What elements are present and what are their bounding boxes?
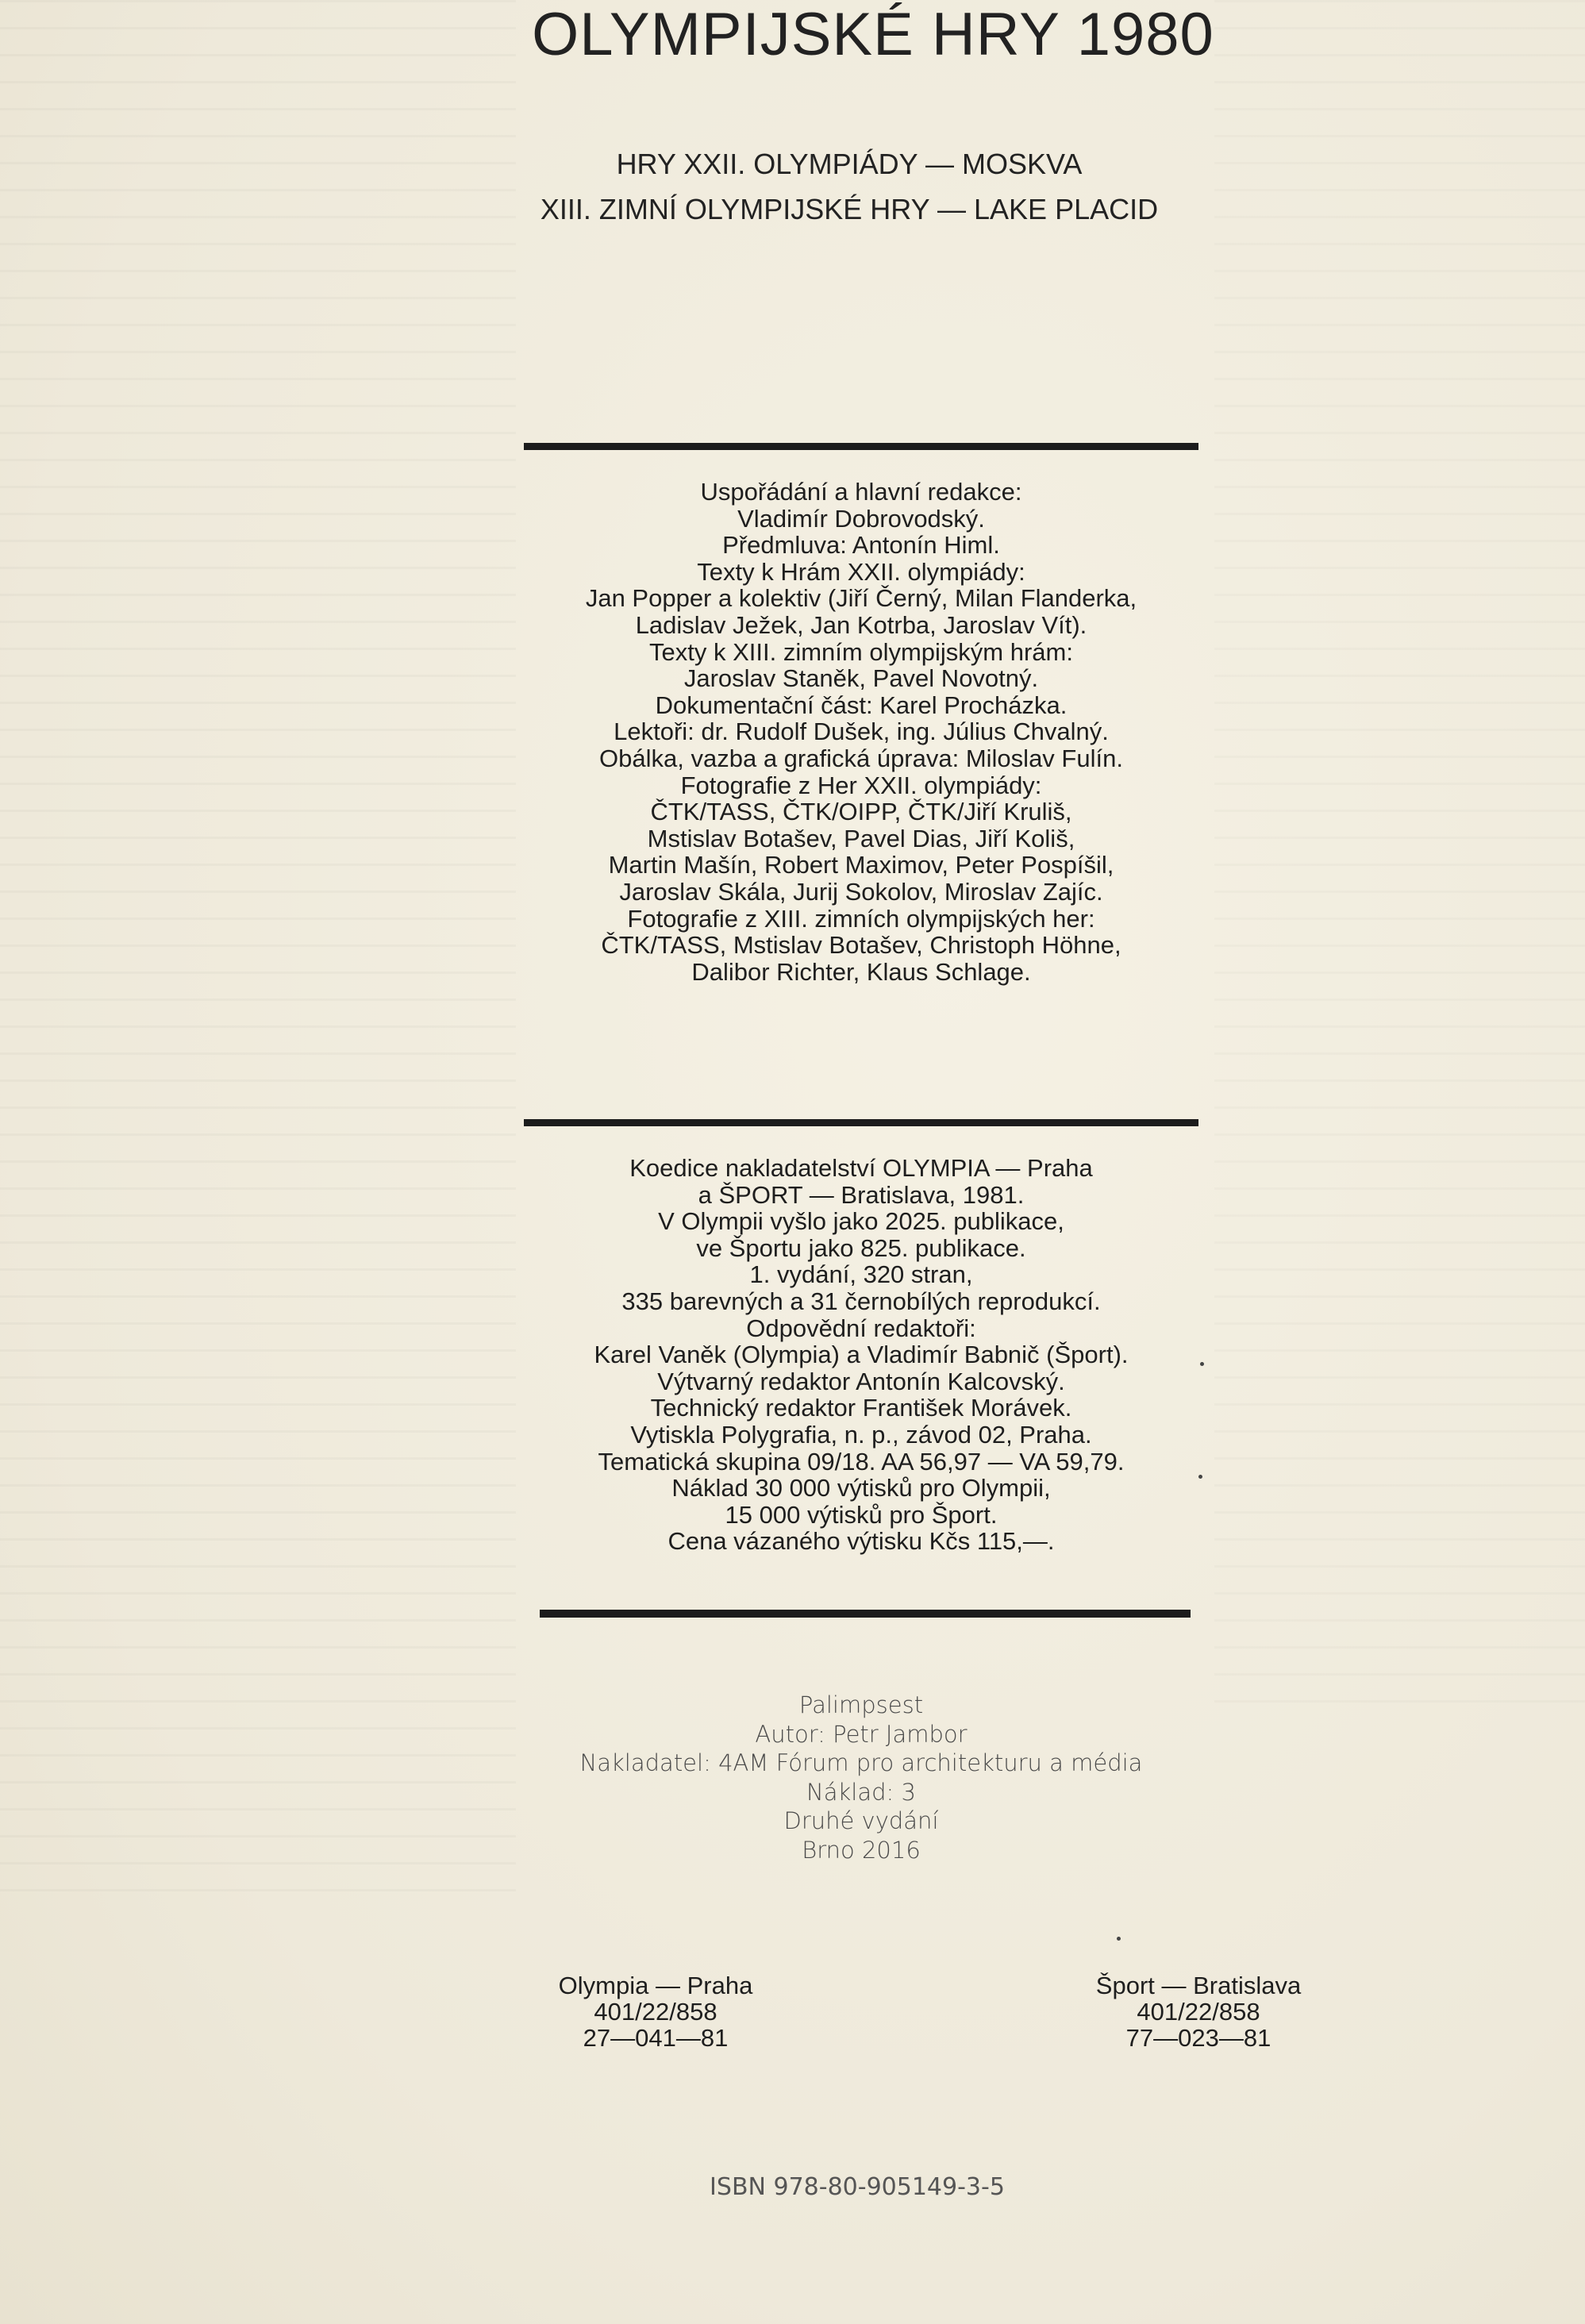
code-line: Olympia — Praha <box>558 1972 753 1999</box>
publication-line: Karel Vaněk (Olympia) a Vladimír Babnič (Šport). <box>594 1341 1129 1369</box>
publication-line: V Olympii vyšlo jako 2025. publikace, <box>658 1207 1064 1236</box>
credit-line: Obálka, vazba a grafická úprava: Miloslav Fulín. <box>599 744 1123 772</box>
code-line: 401/22/858 <box>1137 1998 1260 2026</box>
publication-line: 15 000 výtisků pro Šport. <box>725 1500 998 1529</box>
credit-line: Texty k XIII. zimním olympijským hrám: <box>649 637 1073 666</box>
publication-line: Výtvarný redaktor Antonín Kalcovský. <box>657 1367 1065 1395</box>
publication-line: Tematická skupina 09/18. AA 56,97 — VA 59,79. <box>598 1447 1125 1476</box>
colophon-line: Náklad: 3 <box>806 1778 916 1806</box>
palimpsest-colophon <box>508 1691 1214 1865</box>
subtitle-moscow: HRY XXII. OLYMPIÁDY — MOSKVA <box>616 148 1083 180</box>
credit-line: Mstislav Botašev, Pavel Dias, Jiří Koliš, <box>647 824 1075 852</box>
credit-line: Uspořádání a hlavní redakce: <box>700 478 1022 506</box>
publication-line: Odpovědní redaktoři: <box>746 1314 976 1342</box>
code-line: 77—023—81 <box>1125 2024 1271 2052</box>
credit-line: Jaroslav Staněk, Pavel Novotný. <box>683 664 1039 693</box>
code-line: Šport — Bratislava <box>1095 1972 1302 1999</box>
credit-line: Předmluva: Antonín Himl. <box>722 531 1000 560</box>
publication-line: 1. vydání, 320 stran, <box>749 1260 973 1289</box>
code-line: 401/22/858 <box>594 1998 717 2026</box>
publication-line: Vytiskla Polygrafia, n. p., závod 02, Praha. <box>630 1420 1092 1449</box>
publication-line: Technický redaktor František Morávek. <box>650 1394 1072 1422</box>
olympia-codes <box>521 1972 791 2051</box>
credit-line: Vladimír Dobrovodský. <box>737 504 985 533</box>
divider-rule-1 <box>524 443 1198 450</box>
publication-line: 335 barevných a 31 černobílých reprodukcí. <box>621 1287 1101 1315</box>
speck-3 <box>1198 1475 1202 1479</box>
publication-line: Náklad 30 000 výtisků pro Olympii, <box>671 1474 1051 1503</box>
colophon-line: Druhé vydání <box>783 1807 939 1835</box>
sport-codes <box>1064 1972 1333 2051</box>
isbn-number: ISBN 978-80-905149-3-5 <box>710 2173 1005 2201</box>
divider-rule-2 <box>524 1119 1198 1126</box>
colophon-line: Brno 2016 <box>802 1836 921 1864</box>
publication-line: Koedice nakladatelství OLYMPIA — Praha <box>629 1154 1093 1182</box>
bleed-through-right <box>1214 0 1585 1706</box>
credit-line: Fotografie z Her XXII. olympiády: <box>680 771 1042 799</box>
publication-line: ve Športu jako 825. publikace. <box>696 1233 1026 1262</box>
publication-details <box>492 1155 1230 1555</box>
book-title: OLYMPIJSKÉ HRY 1980 <box>532 1 1214 68</box>
credit-line: Lektoři: dr. Rudolf Dušek, ing. Július Chvalný. <box>614 718 1109 746</box>
colophon-line: Palimpsest <box>798 1691 924 1718</box>
code-line: 27—041—81 <box>583 2024 729 2052</box>
subtitle-lake-placid: XIII. ZIMNÍ OLYMPIJSKÉ HRY — LAKE PLACID <box>540 193 1159 225</box>
publication-line: Cena vázaného výtisku Kčs 115,—. <box>667 1527 1055 1556</box>
credit-line: Dalibor Richter, Klaus Schlage. <box>691 957 1031 986</box>
credit-line: Texty k Hrám XXII. olympiády: <box>697 557 1025 586</box>
publication-line: a ŠPORT — Bratislava, 1981. <box>698 1180 1025 1209</box>
speck-1 <box>1117 1937 1121 1941</box>
credit-line: Ladislav Ježek, Jan Kotrba, Jaroslav Vít). <box>635 610 1087 639</box>
divider-rule-3 <box>540 1610 1191 1618</box>
credit-line: Martin Mašín, Robert Maximov, Peter Pospíšil, <box>608 851 1114 879</box>
credits-block <box>492 479 1230 985</box>
credit-line: Jaroslav Skála, Jurij Sokolov, Miroslav Zajíc. <box>619 877 1103 906</box>
credit-line: Fotografie z XIII. zimních olympijských her: <box>627 904 1095 933</box>
speck-2 <box>1200 1362 1204 1366</box>
bleed-through-left <box>0 0 516 1905</box>
credit-line: ČTK/TASS, ČTK/OIPP, ČTK/Jiří Kruliš, <box>650 798 1072 826</box>
colophon-line: Nakladatel: 4AM Fórum pro architekturu a média <box>579 1749 1143 1777</box>
colophon-line: Autor: Petr Jambor <box>755 1720 968 1748</box>
credit-line: ČTK/TASS, Mstislav Botašev, Christoph Höhne, <box>601 931 1121 960</box>
credit-line: Jan Popper a kolektiv (Jiří Černý, Milan Flanderka, <box>585 584 1137 613</box>
credit-line: Dokumentační část: Karel Procházka. <box>655 691 1068 719</box>
